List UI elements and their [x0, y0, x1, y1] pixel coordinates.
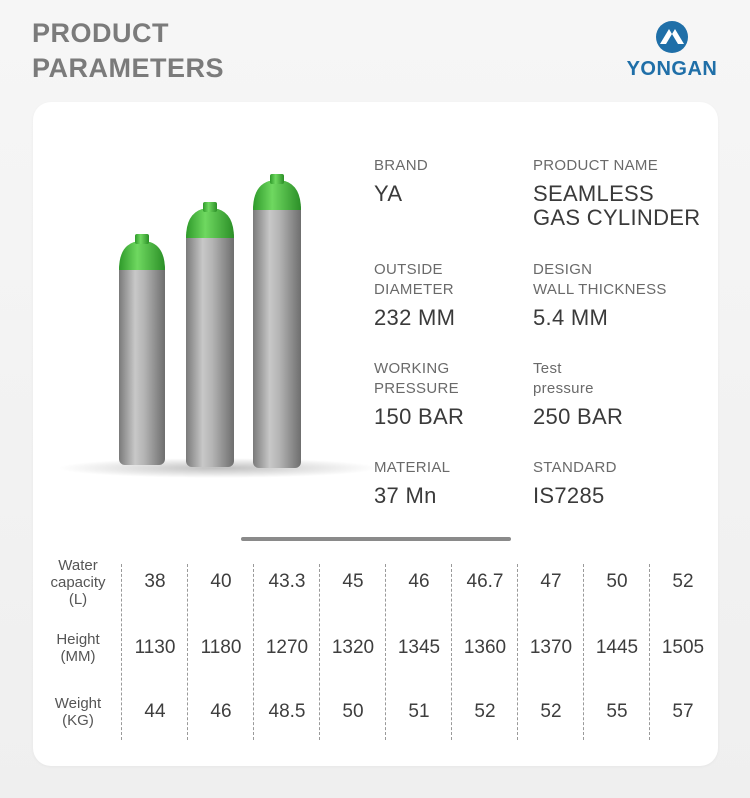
- table-cell: 40: [210, 571, 232, 592]
- cylinder-medium: [186, 202, 234, 467]
- table-cell: 52: [672, 571, 694, 592]
- table-cell: 1180: [200, 637, 242, 658]
- param-value: 37 Mn: [374, 483, 437, 508]
- param-value: YA: [374, 181, 403, 206]
- brand-logo: [624, 20, 720, 81]
- table-row-water-capacity: [33, 552, 718, 612]
- param-product-name: [533, 156, 700, 230]
- param-label: STANDARD: [533, 459, 617, 476]
- table-cell: 52: [474, 701, 496, 722]
- table-cell: 1345: [397, 637, 441, 658]
- yongan-logo-icon: [655, 20, 689, 54]
- page-title: [32, 16, 224, 86]
- title-line-2: PARAMETERS: [32, 53, 225, 83]
- param-label: WORKING PRESSURE: [374, 360, 459, 397]
- section-divider: [241, 537, 511, 541]
- cylinder-large: [253, 174, 301, 468]
- table-cell: 48.5: [268, 701, 306, 722]
- param-label: DESIGN WALL THICKNESS: [533, 261, 667, 298]
- table-cell: 1360: [463, 637, 507, 658]
- param-value: 250 BAR: [533, 404, 624, 429]
- param-test-pressure: [533, 359, 623, 429]
- param-label: BRAND: [374, 157, 429, 174]
- param-standard: [533, 458, 617, 508]
- table-cell: 45: [342, 571, 364, 592]
- table-cell: 43.3: [268, 571, 306, 592]
- table-cell: 1445: [595, 637, 639, 658]
- table-cell: 46.7: [466, 571, 504, 592]
- param-label: OUTSIDE DIAMETER: [374, 261, 454, 298]
- param-outside-diameter: [374, 260, 455, 330]
- param-value: 232 MM: [374, 305, 456, 330]
- param-value: SEAMLESS GAS CYLINDER: [533, 181, 701, 230]
- table-cell: 52: [540, 701, 562, 722]
- cylinders-image: [33, 102, 373, 562]
- table-cell: 46: [210, 701, 232, 722]
- param-working-pressure: [374, 359, 464, 429]
- row-label: Weight (KG): [54, 695, 102, 729]
- table-row-height: [33, 618, 718, 678]
- table-cell: 47: [540, 571, 562, 592]
- table-cell: 1270: [265, 637, 309, 658]
- param-wall-thickness: [533, 260, 667, 330]
- table-cell: 38: [144, 571, 166, 592]
- title-line-1: PRODUCT: [32, 18, 169, 48]
- row-label: Height (MM): [56, 631, 100, 665]
- table-cell: 46: [408, 571, 430, 592]
- param-label: PRODUCT NAME: [533, 157, 658, 174]
- table-cell: 51: [408, 701, 430, 722]
- logo-text: YONGAN: [626, 58, 718, 80]
- param-label: Test pressure: [533, 360, 594, 397]
- parameters-card: [33, 102, 718, 766]
- table-cell: 57: [672, 701, 694, 722]
- table-cell: 50: [606, 571, 628, 592]
- table-row-weight: [33, 682, 718, 742]
- table-cell: 50: [342, 701, 364, 722]
- param-material: [374, 458, 450, 508]
- table-cell: 1505: [661, 637, 705, 658]
- table-cell: 1370: [529, 637, 573, 658]
- table-cell: 1130: [134, 637, 176, 658]
- param-label: MATERIAL: [374, 459, 451, 476]
- table-cell: 44: [144, 701, 166, 722]
- param-value: 150 BAR: [374, 404, 465, 429]
- row-label: Water capacity (L): [50, 556, 106, 608]
- cylinder-small: [119, 234, 165, 465]
- table-cell: 1320: [331, 637, 375, 658]
- param-value: 5.4 MM: [533, 305, 609, 330]
- param-brand: [374, 156, 428, 206]
- param-value: IS7285: [533, 483, 605, 508]
- table-cell: 55: [606, 701, 628, 722]
